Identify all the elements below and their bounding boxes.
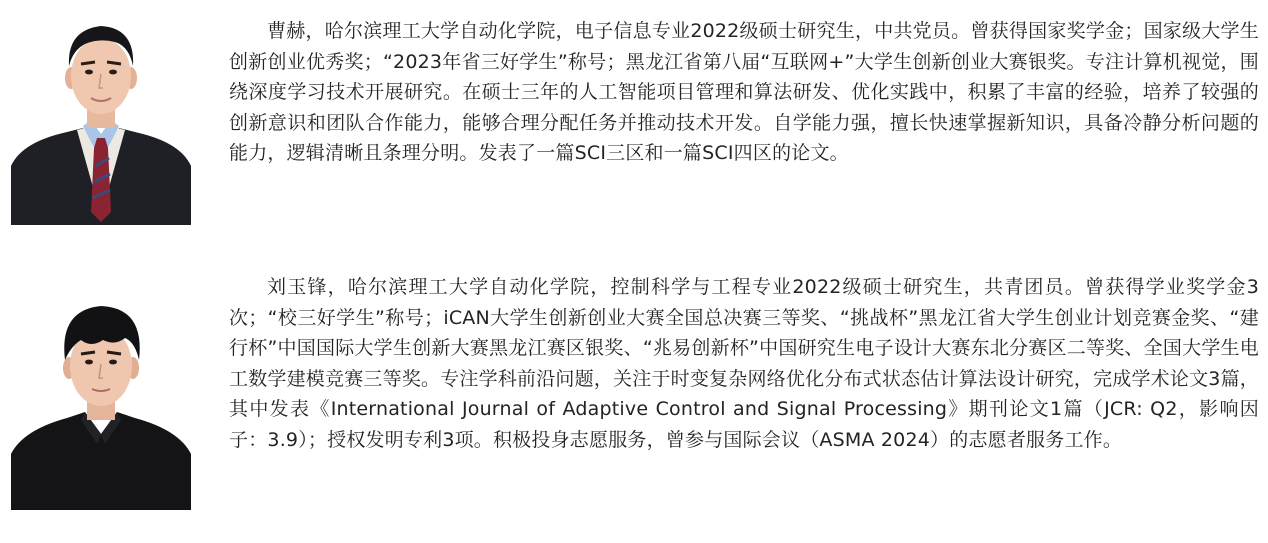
profile-block-1 <box>0 0 1268 250</box>
portrait-photo-icon <box>11 16 191 225</box>
profile-block-2 <box>0 262 1268 543</box>
bio-text: 刘玉锋，哈尔滨理工大学自动化学院，控制科学与工程专业2022级硕士研究生，共青团员。曾获得学业奖学金3次；“校三好学生”称号；iCAN大学生创新创业大赛全国总决赛三等奖、“挑战杯”黑龙江省大学生创业计划竞赛金奖、“建行杯”中国国际大学生创新大赛黑龙江赛区银奖、“兆易创新杯”中国研究生电子设计大赛东北分赛区二等奖、全国大学生电工数学建模竞赛三等奖。专注学科前沿问题，关注于时变复杂网络优化分布式状态估计算法设计研究，完成学术论文3篇，其中发表《International Journal of Adaptive Control and Signal Processing》期刊论文1篇（JCR: Q2，影响因子：3.9）；授权发明专利3项。积极投身志愿服务，曾参与国际会议（ASMA 2024）的志愿者服务工作。 <box>229 276 1259 451</box>
portrait-photo-icon <box>11 294 191 510</box>
bio-text: 曹赫，哈尔滨理工大学自动化学院，电子信息专业2022级硕士研究生，中共党员。曾获得国家奖学金；国家级大学生创新创业优秀奖；“2023年省三好学生”称号；黑龙江省第八届“互联网+”大学生创新创业大赛银奖。专注计算机视觉，围绕深度学习技术开展研究。在硕士三年的人工智能项目管理和算法研发、优化实践中，积累了丰富的经验，培养了较强的创新意识和团队合作能力，能够合理分配任务并推动技术开发。自学能力强，擅长快速掌握新知识，具备冷静分析问题的能力，逻辑清晰且条理分明。发表了一篇SCI三区和一篇SCI四区的论文。 <box>229 20 1259 164</box>
